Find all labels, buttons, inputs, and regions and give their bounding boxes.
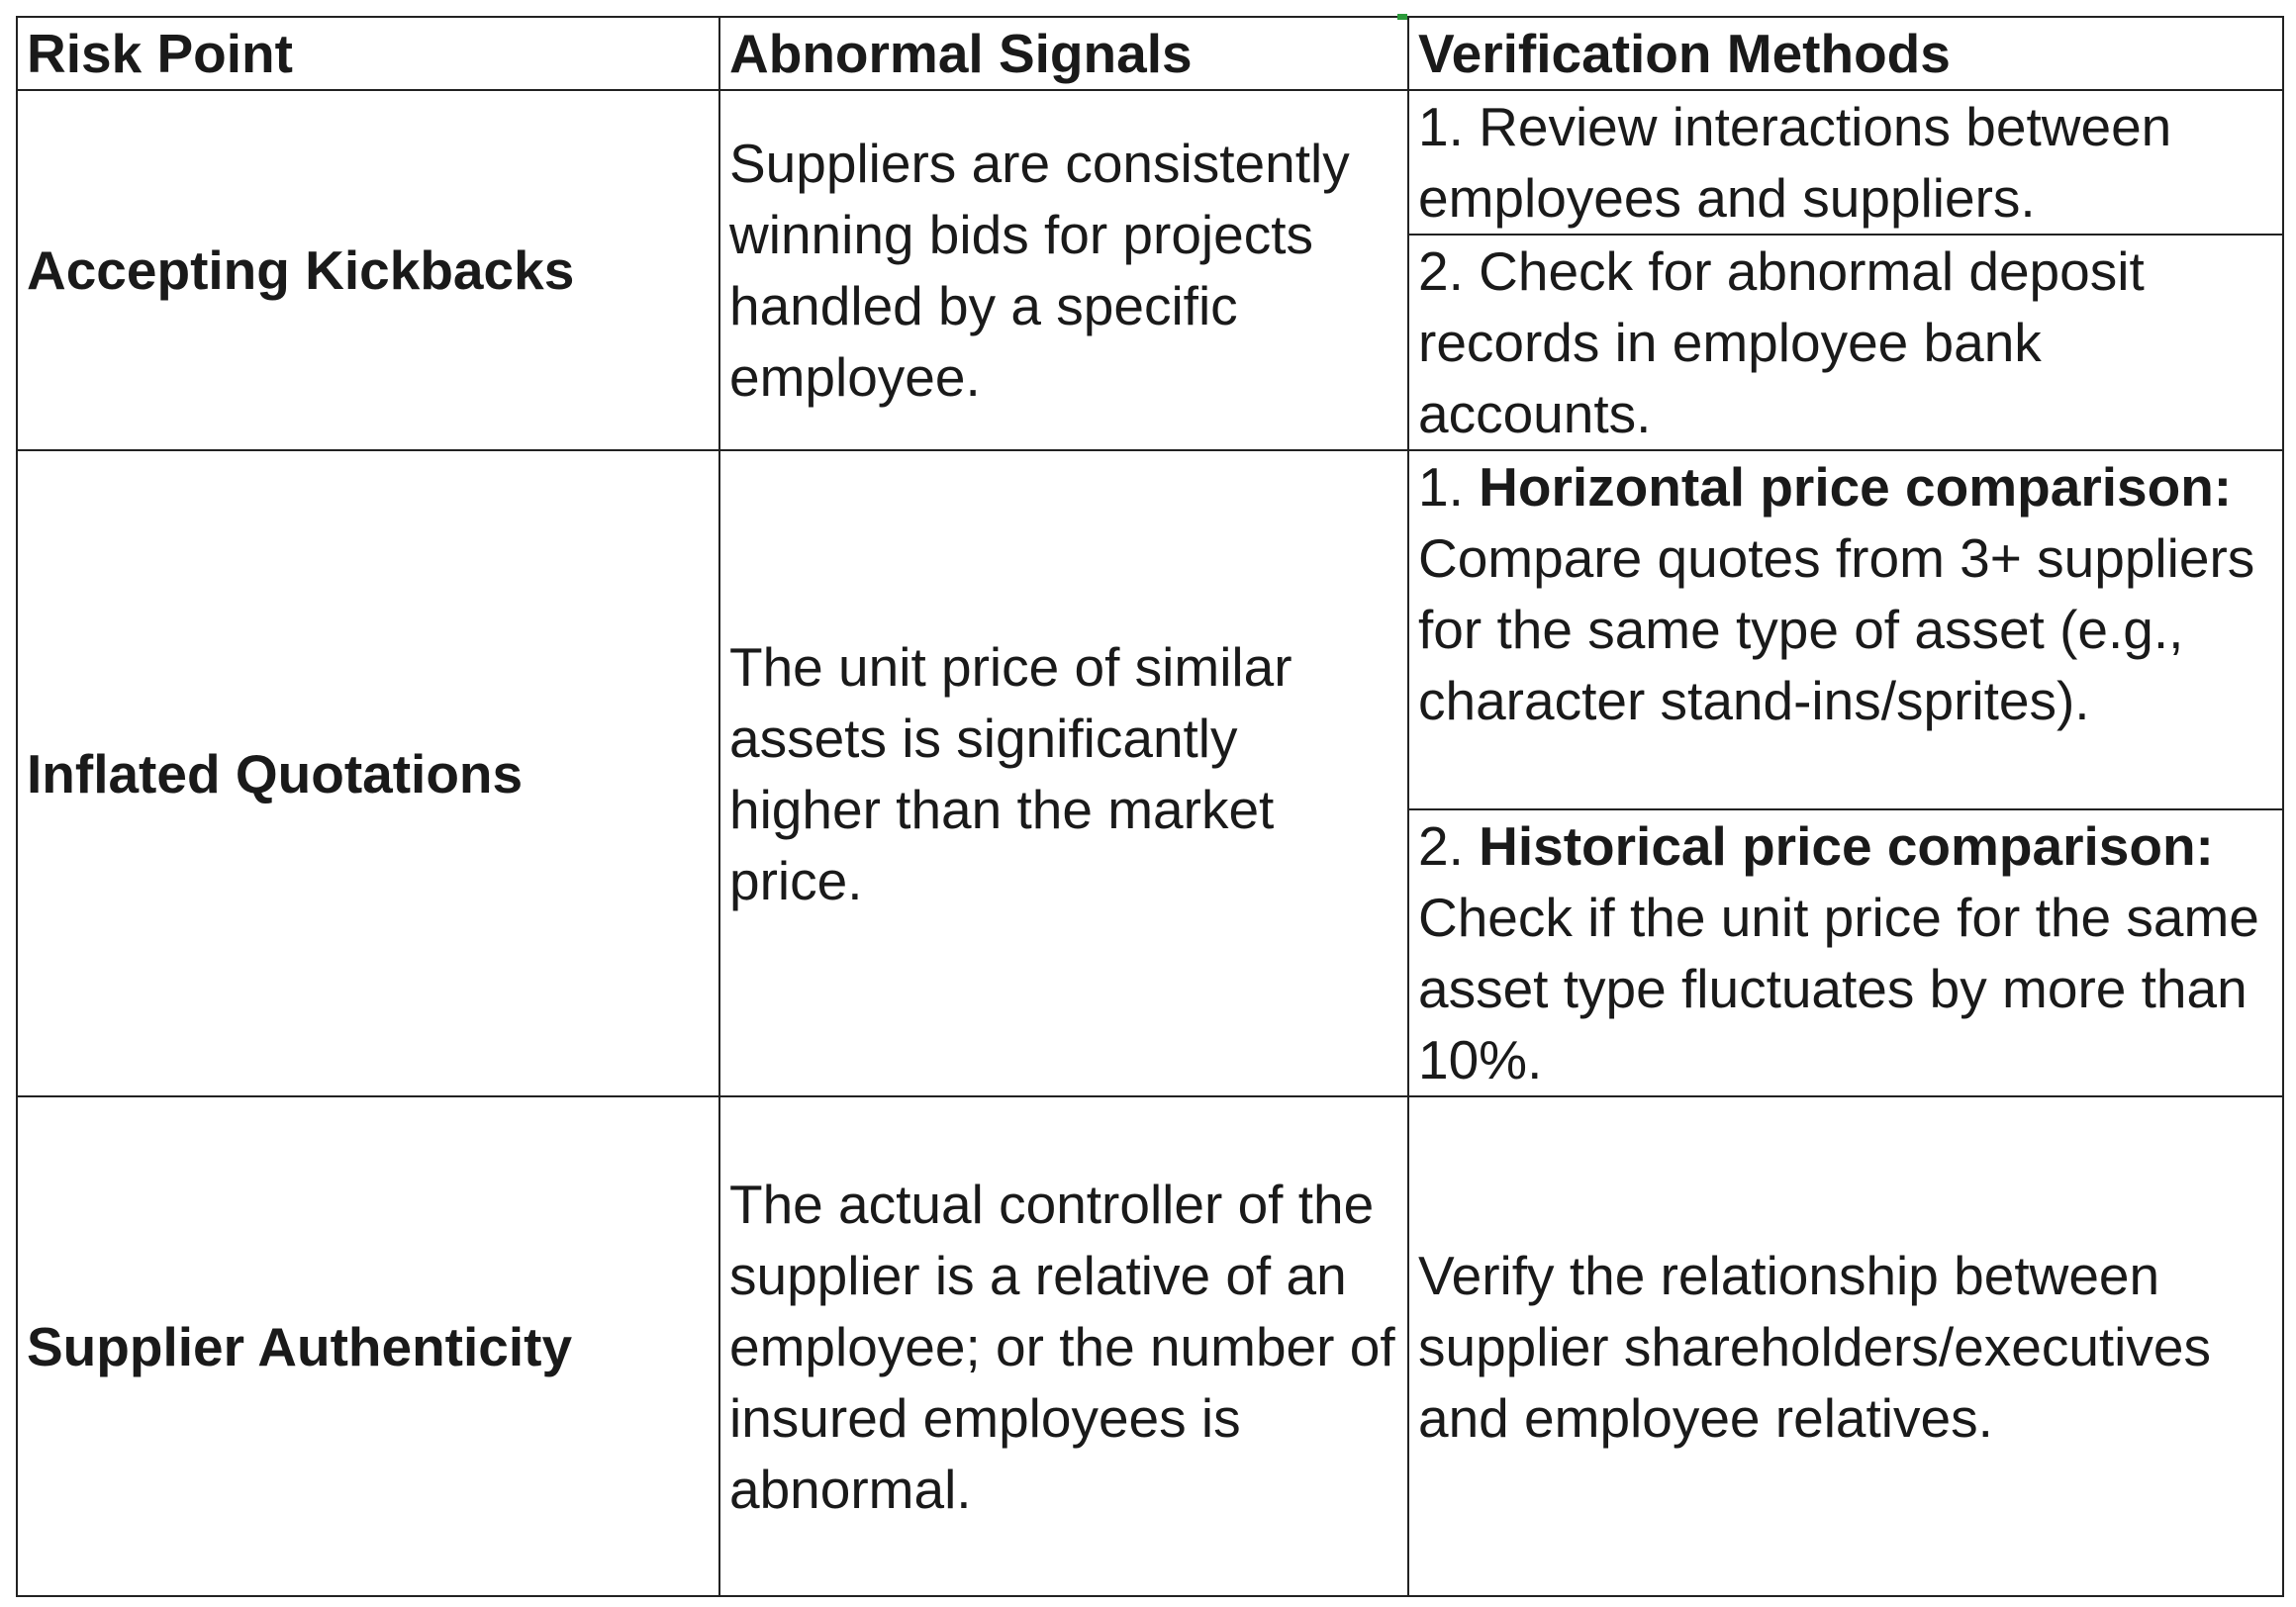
- header-abnormal-signals: Abnormal Signals: [719, 17, 1408, 90]
- header-risk-point: Risk Point: [17, 17, 719, 90]
- method-prefix: 2.: [1418, 815, 1480, 877]
- method-cell: Verify the relationship between supplier shareholders/executives and employee relatives.: [1408, 1096, 2283, 1596]
- method-cell: [1408, 809, 2283, 1096]
- signal-cell: The actual controller of the supplier is a relative of an employee; or the number of insured employees is abnormal.: [719, 1096, 1408, 1596]
- method-text: Compare quotes from 3+ suppliers for the same type of asset (e.g., character stand-ins/sprites).: [1418, 527, 2255, 731]
- risk-cell: Supplier Authenticity: [17, 1096, 719, 1596]
- method-text: Check if the unit price for the same asset type fluctuates by more than 10%.: [1418, 887, 2259, 1090]
- table-row: [17, 1096, 2283, 1596]
- method-cell: 2. Check for abnormal deposit records in employee bank accounts.: [1408, 235, 2283, 450]
- method-cell: 1. Review interactions between employees and suppliers.: [1408, 90, 2283, 235]
- signal-cell: Suppliers are consistently winning bids for projects handled by a specific employee.: [719, 90, 1408, 450]
- header-row: [17, 17, 2283, 90]
- method-bold-label: Historical price comparison:: [1479, 815, 2214, 877]
- risk-cell: Accepting Kickbacks: [17, 90, 719, 450]
- method-bold-label: Horizontal price comparison:: [1479, 456, 2233, 518]
- table-row: [17, 450, 2283, 809]
- risk-cell: Inflated Quotations: [17, 450, 719, 1096]
- method-cell: [1408, 450, 2283, 809]
- table-row: [17, 90, 2283, 235]
- method-prefix: 1.: [1418, 456, 1480, 518]
- risk-table: [16, 16, 2284, 1597]
- signal-cell: The unit price of similar assets is significantly higher than the market price.: [719, 450, 1408, 1096]
- cell-corner-marker: [1397, 14, 1407, 20]
- header-verification-methods: Verification Methods: [1408, 17, 2283, 90]
